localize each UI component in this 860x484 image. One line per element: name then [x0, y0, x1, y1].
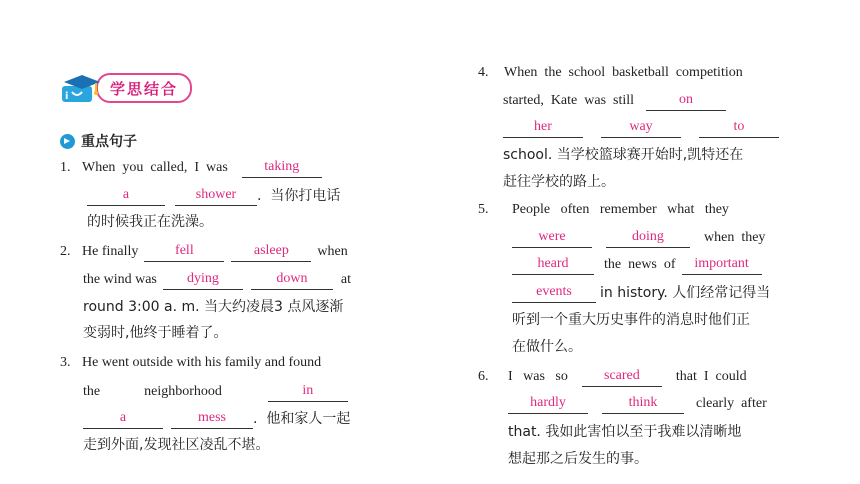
sentence-text: in history. 人们经常记得当: [600, 285, 771, 301]
translation-text: 听到一个重大历史事件的消息时他们正: [512, 312, 750, 328]
sentence-text: neighborhood: [144, 384, 222, 399]
answer-blank: her: [503, 118, 583, 138]
sentence-text: When the school basketball competition: [504, 65, 743, 80]
item-number: 3.: [60, 355, 71, 370]
item-number: 2.: [60, 244, 71, 259]
sentence-text: . 他和家人一起: [253, 411, 351, 427]
answer-blank: on: [646, 91, 726, 111]
answer-blank: scared: [582, 367, 662, 387]
answer-blank: dying: [163, 270, 243, 290]
sentence-text: started, Kate was still: [503, 93, 635, 108]
answer-blank: taking: [242, 158, 322, 178]
translation-text: 走到外面,发现社区凌乱不堪。: [83, 437, 270, 453]
section-heading: [60, 131, 137, 151]
play-bullet-icon: [60, 134, 75, 149]
answer-blank: a: [87, 186, 165, 206]
translation-text: 赶往学校的路上。: [503, 174, 615, 190]
sentence-text: when they: [704, 230, 766, 245]
section-title: 重点句子: [81, 134, 137, 150]
answer-blank: think: [602, 394, 684, 414]
translation-text: that. 我如此害怕以至于我难以清晰地: [508, 424, 742, 440]
translation-text: 想起那之后发生的事。: [508, 451, 648, 467]
sentence-text: the news of: [604, 257, 676, 272]
translation-text: round 3:00 a. m. 当大约凌晨3 点风逐渐: [83, 299, 344, 315]
answer-blank: important: [682, 255, 762, 275]
answer-blank: fell: [144, 242, 224, 262]
sentence-text: that I could: [675, 369, 747, 384]
answer-blank: to: [699, 118, 779, 138]
translation-text: school. 当学校篮球赛开始时,凯特还在: [503, 147, 744, 163]
answer-blank: in: [268, 382, 348, 402]
answer-blank: events: [512, 283, 596, 303]
answer-blank: asleep: [231, 242, 311, 262]
item-number: 4.: [478, 65, 489, 80]
sentence-text: When you called, I was: [82, 160, 228, 175]
answer-blank: a: [83, 409, 163, 429]
sentence-text: the wind was: [83, 272, 157, 287]
sentence-text: He went outside with his family and found: [82, 355, 322, 370]
answer-blank: shower: [175, 186, 257, 206]
answer-blank: way: [601, 118, 681, 138]
sentence-text: I was so: [508, 369, 568, 384]
badge-label: 学思结合: [96, 73, 192, 103]
answer-blank: heard: [512, 255, 594, 275]
svg-text:i: i: [65, 91, 69, 102]
answer-blank: down: [251, 270, 333, 290]
sentence-text: He finally: [82, 244, 139, 259]
sentence-text: at: [340, 272, 351, 287]
item-number: 1.: [60, 160, 71, 175]
sentence-text: the: [83, 384, 101, 399]
translation-text: 的时候我正在洗澡。: [87, 214, 213, 230]
item-number: 5.: [478, 202, 489, 217]
sentence-text: when: [317, 244, 348, 259]
sentence-text: . 当你打电话: [257, 188, 341, 204]
translation-text: 变弱时,他终于睡着了。: [83, 325, 228, 341]
answer-blank: mess: [171, 409, 253, 429]
graduation-cap-icon: [60, 72, 102, 104]
answer-blank: were: [512, 228, 592, 248]
item-number: 6.: [478, 369, 489, 384]
section-badge: [60, 72, 192, 104]
answer-blank: doing: [606, 228, 690, 248]
translation-text: 在做什么。: [512, 339, 582, 355]
sentence-text: clearly after: [696, 396, 767, 411]
sentence-text: People often remember what they: [512, 202, 729, 217]
answer-blank: hardly: [508, 394, 588, 414]
